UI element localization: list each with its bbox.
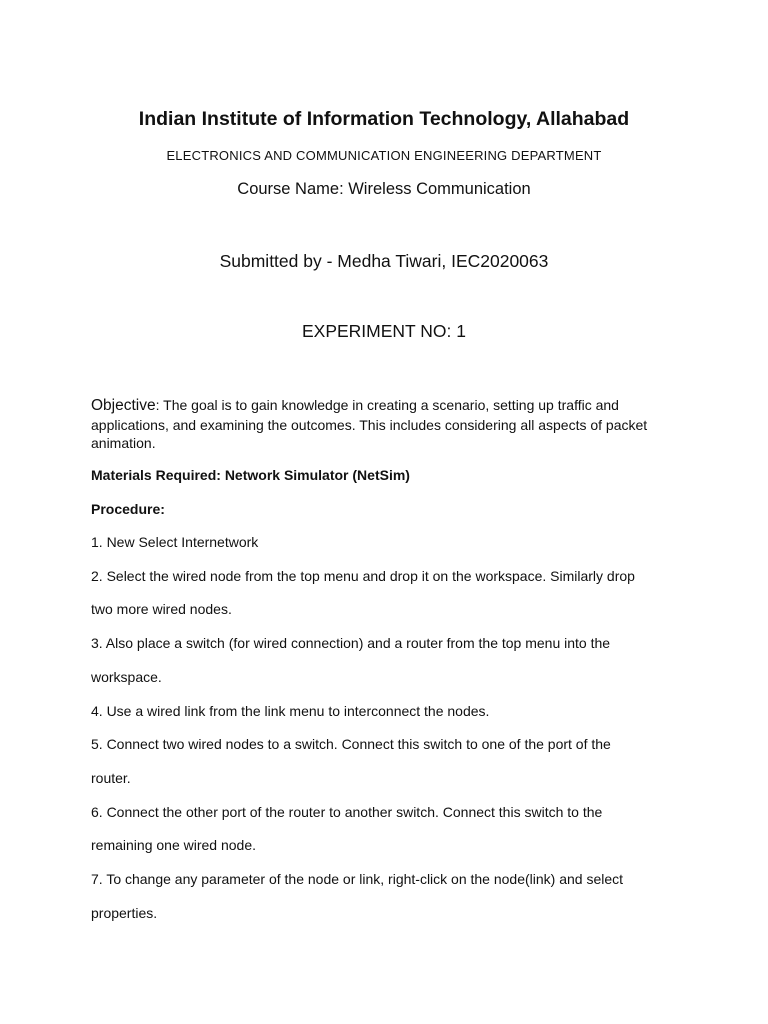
submitted-by: Submitted by - Medha Tiwari, IEC2020063 bbox=[219, 251, 549, 271]
procedure-line: router. bbox=[91, 770, 131, 786]
procedure-line: two more wired nodes. bbox=[91, 601, 232, 617]
department-name: ELECTRONICS AND COMMUNICATION ENGINEERING DEPARTMENT bbox=[166, 148, 602, 163]
procedure-line: remaining one wired node. bbox=[91, 837, 256, 853]
course-name: Course Name: Wireless Communication bbox=[237, 180, 531, 198]
procedure-heading: Procedure: bbox=[91, 501, 165, 517]
objective-label: Objective bbox=[91, 397, 156, 414]
procedure-line: 6. Connect the other port of the router to another switch. Connect this switch to the bbox=[91, 804, 603, 820]
objective-paragraph bbox=[91, 396, 681, 453]
experiment-number: EXPERIMENT NO: 1 bbox=[301, 321, 467, 341]
procedure-line: 3. Also place a switch (for wired connection) and a router from the top menu into the bbox=[91, 635, 611, 651]
procedure-line: properties. bbox=[91, 905, 158, 921]
procedure-line: 7. To change any parameter of the node or link, right-click on the node(link) and select bbox=[91, 871, 624, 887]
procedure-line: 2. Select the wired node from the top menu and drop it on the workspace. Similarly drop bbox=[91, 568, 635, 584]
procedure-line: 5. Connect two wired nodes to a switch. Connect this switch to one of the port of the bbox=[91, 736, 611, 752]
procedure-line: 4. Use a wired link from the link menu to interconnect the nodes. bbox=[91, 703, 490, 719]
objective-text: : The goal is to gain knowledge in creating a scenario, setting up traffic and applications, and examining the outcomes. This includes considering all aspects of packet animation. bbox=[91, 397, 648, 451]
procedure-line: 1. New Select Internetwork bbox=[91, 534, 259, 550]
materials-required: Materials Required: Network Simulator (NetSim) bbox=[91, 467, 410, 483]
procedure-line: workspace. bbox=[91, 669, 162, 685]
institute-title: Indian Institute of Information Technology, Allahabad bbox=[138, 108, 630, 130]
